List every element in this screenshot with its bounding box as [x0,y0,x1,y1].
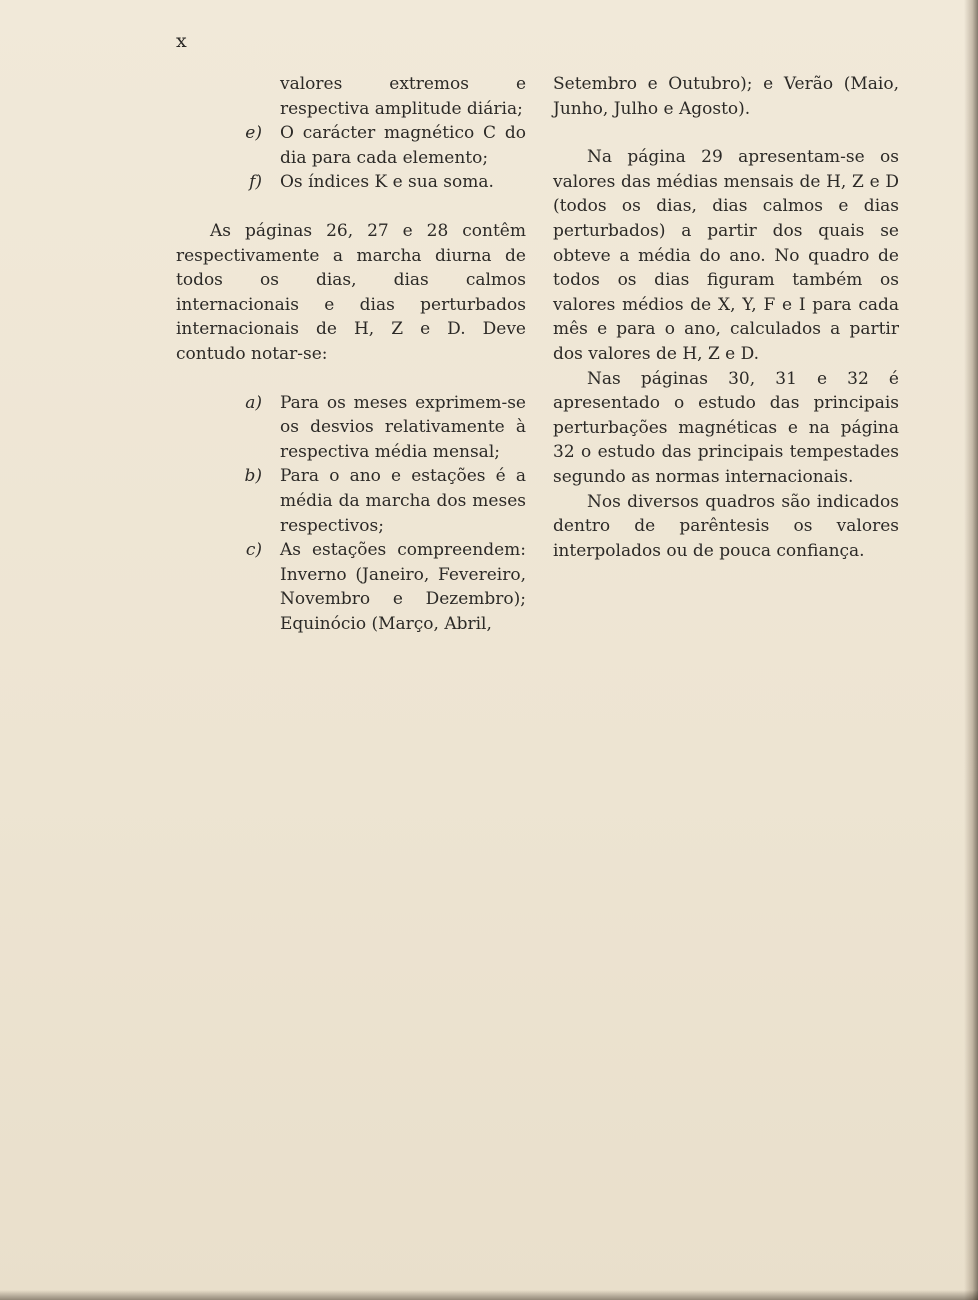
page-number: x [176,30,188,52]
list-item-c [176,538,526,636]
list-continuation: valores extremos e respectiva amplitude diária; [280,74,526,119]
body-paragraph: Nas páginas 30, 31 e 32 é apresentado o estudo das principais perturbações magnéticas e na página 32 o estudo das principais tempestades segundo as normas internacionais. [553,368,899,487]
right-column [553,72,899,563]
body-paragraph: Nos diversos quadros são indicados dentro de parêntesis os valores interpolados ou de pouca confiança. [553,491,899,561]
page-edge-shadow [964,0,978,1300]
list-text: Os índices K e sua soma. [280,172,494,193]
list-marker: f) [249,172,262,193]
list-continuation: Setembro e Outubro); e Verão (Maio, Junho, Julho e Agosto). [553,74,899,119]
list-marker: e) [245,123,262,144]
body-paragraph: Na página 29 apresentam-se os valores das médias mensais de H, Z e D (todos os dias, dias calmos e dias perturbados) a partir dos quais se obteve a média do ano. No quadro de todos os dias figuram também os valores médios de X, Y, F e I para cada mês e para o ano, calculados a partir dos valores de H, Z e D. [553,147,899,364]
page-edge-shadow [0,1290,978,1300]
list-item-b [176,464,526,538]
list-text: Para o ano e estações é a média da marcha dos meses respectivos; [280,466,526,536]
left-column [176,72,526,636]
list-text: As estações compreendem: Inverno (Janeiro, Fevereiro, Novembro e Dezembro); Equinócio (Março, Abril, [280,540,526,634]
list-marker: c) [245,540,262,561]
list-text: Para os meses exprimem-se os desvios relativamente à respectiva média mensal; [280,392,526,462]
list-item-e [176,121,526,170]
list-marker: b) [244,466,262,487]
list-marker: a) [245,392,262,413]
body-paragraph: As páginas 26, 27 e 28 contêm respectivamente a marcha diurna de todos os dias, dias calmos internacionais e dias perturbados internacionais de H, Z e D. Deve contudo notar-se: [176,220,526,364]
list-text: O carácter magnético C do dia para cada elemento; [280,123,526,168]
list-item-f [176,170,526,195]
list-item-a [176,391,526,465]
